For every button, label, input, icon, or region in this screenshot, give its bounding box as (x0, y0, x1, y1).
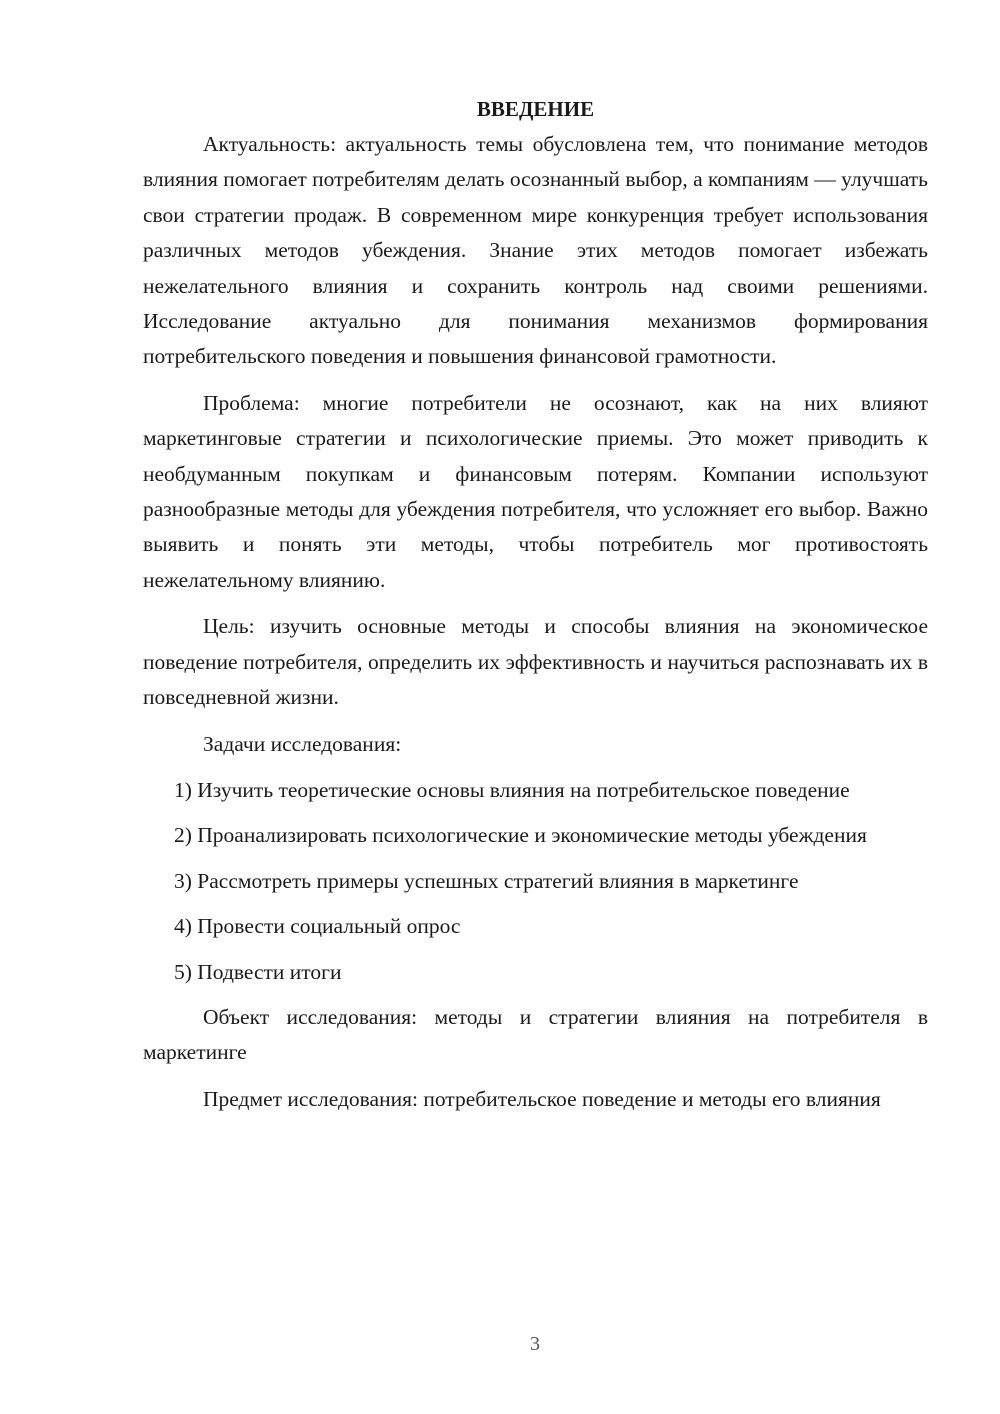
tasks-title: Задачи исследования: (203, 731, 402, 756)
paragraph-goal: Цель: изучить основные методы и способы влияния на экономическое поведение потребителя, определить их эффективность и научиться распознавать их в повседневной жизни. (143, 614, 928, 710)
task-item-5: 5) Подвести итоги (174, 959, 342, 984)
page-number: 3 (530, 1333, 540, 1355)
task-item-4: 4) Провести социальный опрос (174, 914, 461, 939)
paragraph-subject: Предмет исследования: потребительское поведение и методы его влияния (203, 1086, 881, 1111)
tasks-list (143, 773, 928, 990)
paragraph-relevance: Актуальность: актуальность темы обусловлена тем, что понимание методов влияния помогает потребителям делать осознанный выбор, а компаниям — улучшать свои стратегии продаж. В современном мире конкуренция требует использования различных методов убеждения. Знание этих методов помогает избежать нежелательного влияния и сохранить контроль над своими решениями. Исследование актуально для понимания механизмов формирования потребительского поведения и повышения финансовой грамотности. (143, 132, 928, 369)
task-item-2: 2) Проанализировать психологические и экономические методы убеждения (174, 823, 867, 848)
page-title: ВВЕДЕНИЕ (476, 97, 595, 121)
paragraph-problem: Проблема: многие потребители не осознают, как на них влияют маркетинговые стратегии и психологические приемы. Это может приводить к необдуманным покупкам и финансовым потерям. Компании используют разнообразные методы для убеждения потребителя, что усложняет его выбор. Важно выявить и понять эти методы, чтобы потребитель мог противостоять нежелательному влиянию. (143, 390, 928, 592)
document-page (143, 92, 928, 1128)
task-item-1: 1) Изучить теоретические основы влияния на потребительское поведение (174, 777, 850, 802)
task-item-3: 3) Рассмотреть примеры успешных стратегий влияния в маркетинге (174, 868, 799, 893)
paragraph-object: Объект исследования: методы и стратегии влияния на потребителя в маркетинге (143, 1004, 928, 1065)
